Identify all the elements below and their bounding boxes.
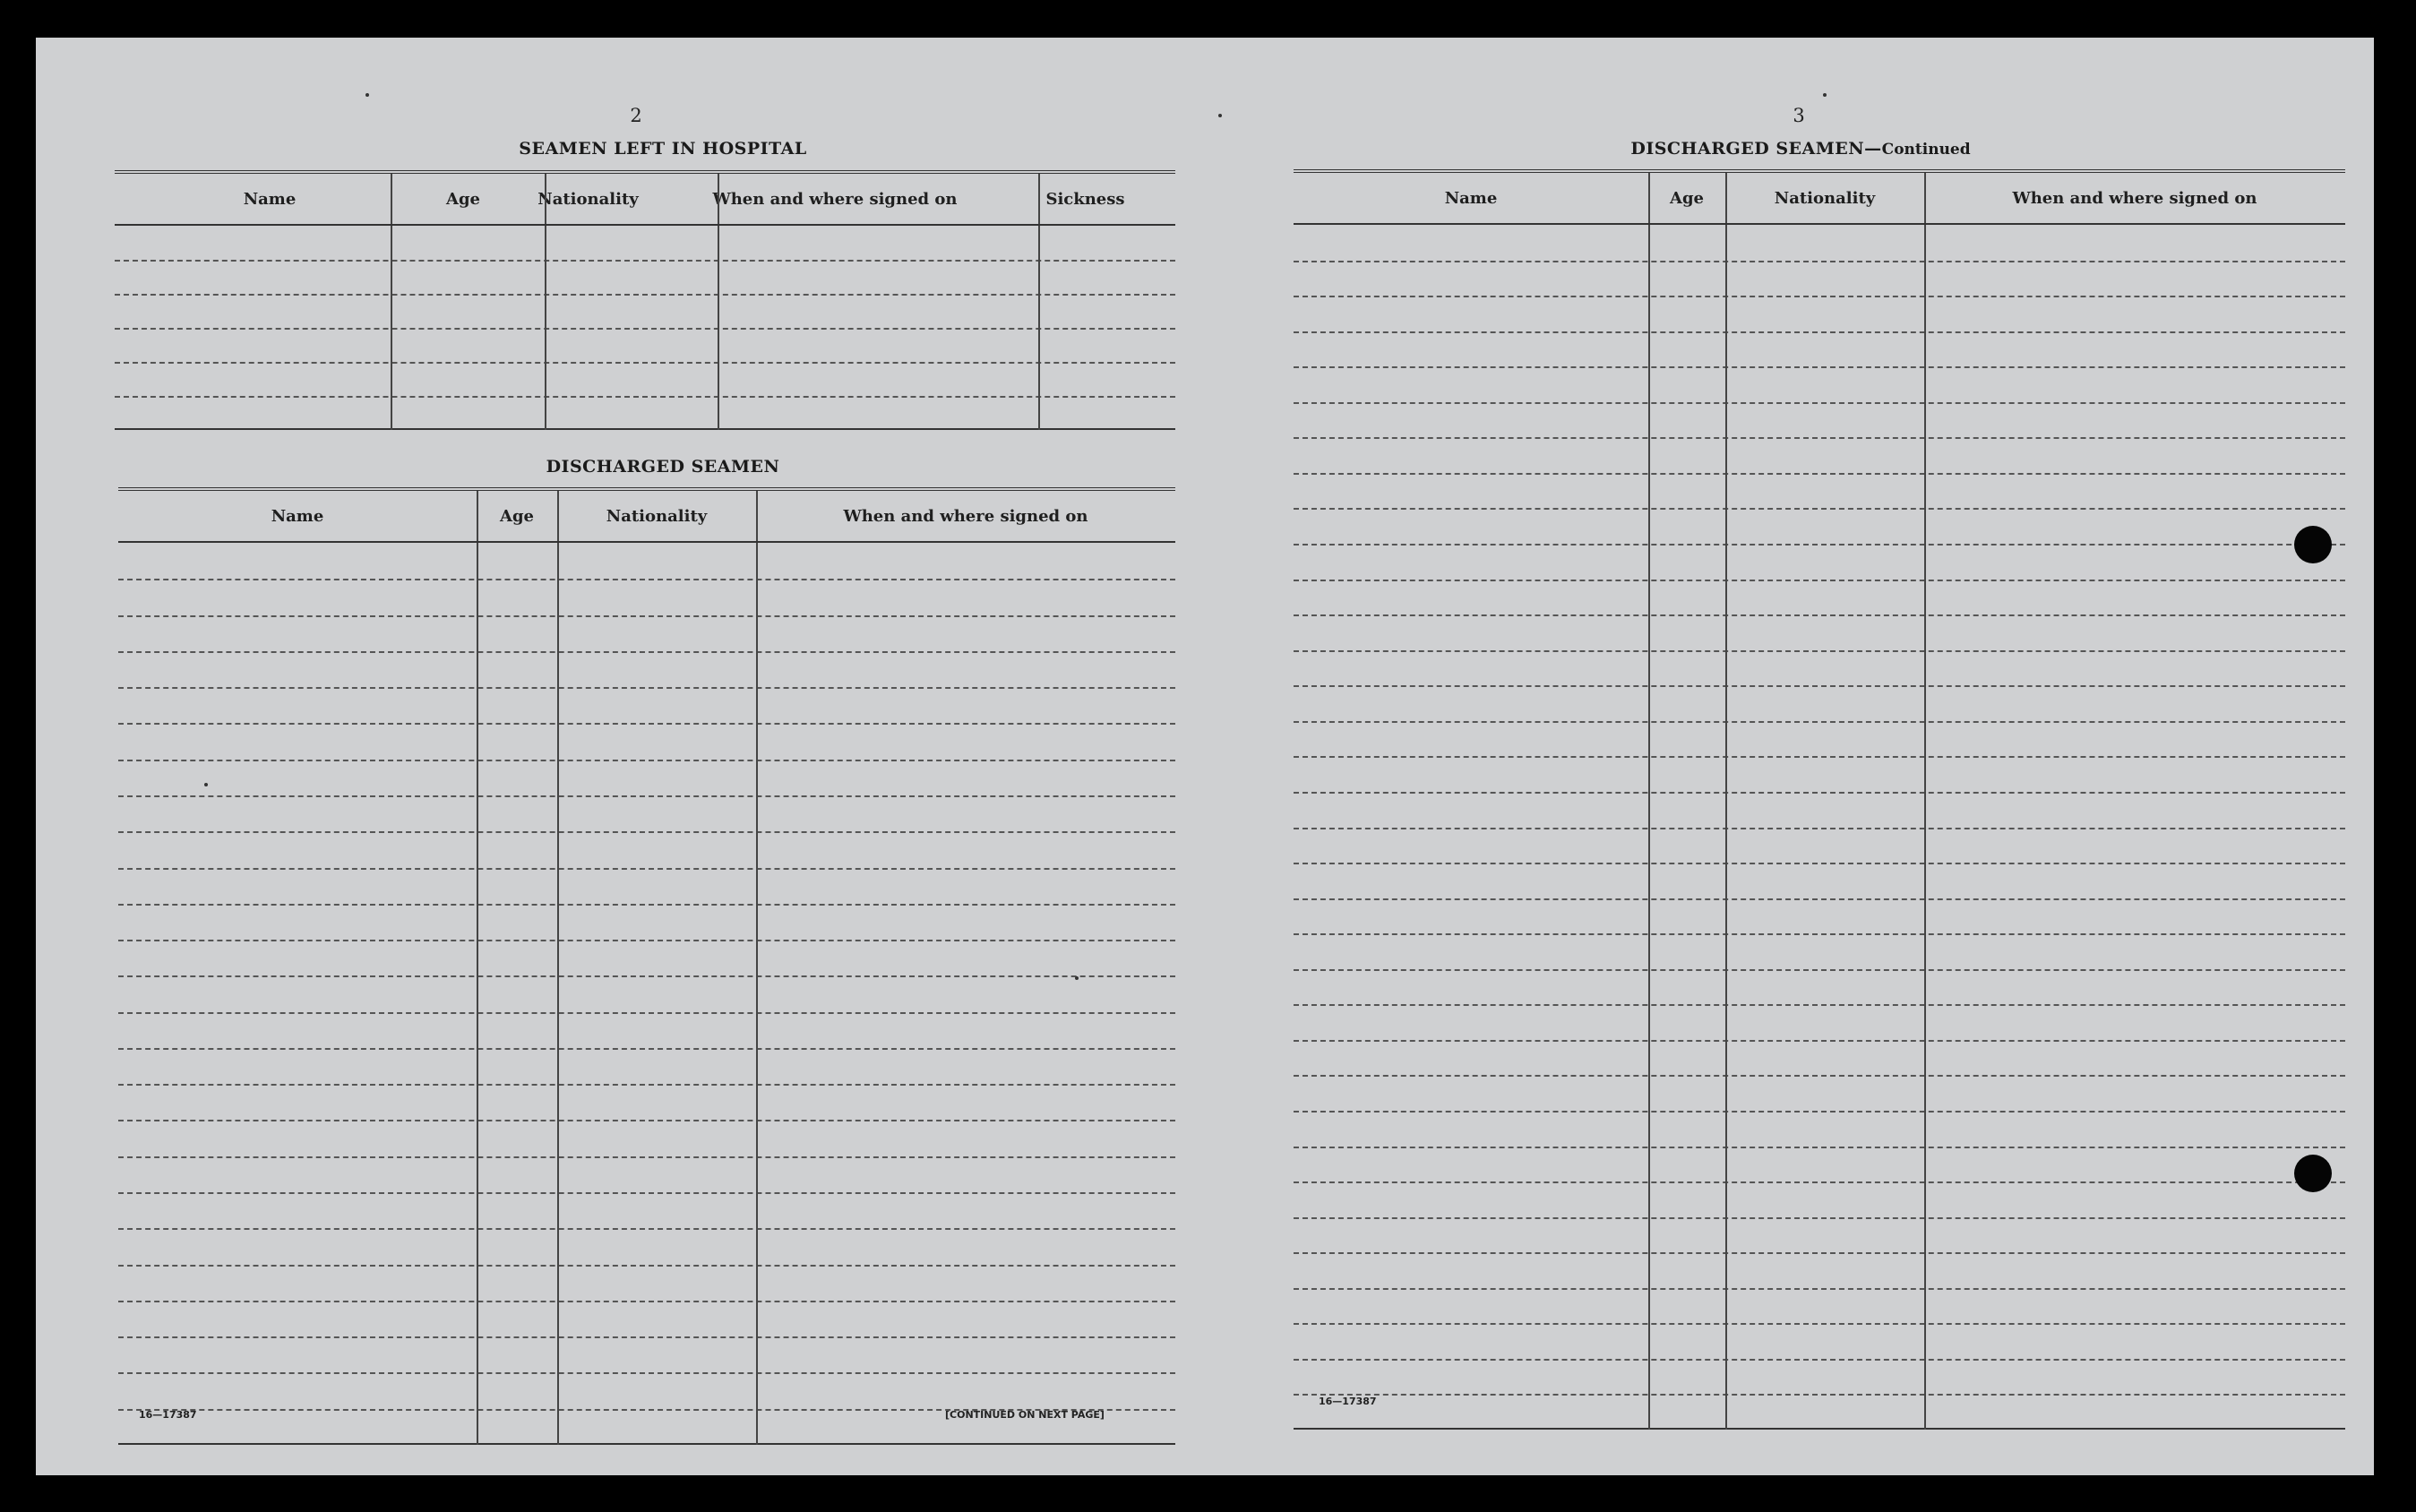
right-form-number: 16—17387 <box>1319 1396 1377 1407</box>
blank-entry-line <box>1294 1004 2345 1006</box>
blank-entry-line <box>115 260 1175 262</box>
blank-entry-line <box>1294 1040 2345 1042</box>
blank-entry-line <box>1294 1147 2345 1148</box>
column-divider <box>1648 173 1650 223</box>
column-divider <box>756 491 758 541</box>
blank-entry-line <box>1294 756 2345 758</box>
discharged-right-col-age: Age <box>1669 188 1704 208</box>
blank-entry-line <box>118 1301 1175 1302</box>
column-divider <box>545 174 546 224</box>
blank-entry-line <box>1294 1359 2345 1361</box>
blank-entry-line <box>115 328 1175 330</box>
discharged-left-col-signed-on: When and where signed on <box>843 506 1088 526</box>
blank-entry-line <box>118 1048 1175 1050</box>
discharged-left-col-nationality: Nationality <box>606 506 708 526</box>
blank-entry-line <box>118 1156 1175 1158</box>
blank-entry-line <box>118 868 1175 870</box>
column-divider <box>756 543 758 1445</box>
discharged-section-title: DISCHARGED SEAMEN <box>546 457 780 477</box>
blank-entry-line <box>118 1084 1175 1086</box>
blank-entry-line <box>1294 437 2345 439</box>
scanned-sheet <box>36 38 2374 1475</box>
blank-entry-line <box>115 294 1175 296</box>
blank-entry-line <box>118 1265 1175 1267</box>
blank-entry-line <box>1294 1075 2345 1077</box>
column-divider <box>557 491 559 541</box>
blank-entry-line <box>118 1192 1175 1194</box>
blank-entry-line <box>1294 685 2345 687</box>
hospital-section-title: SEAMEN LEFT IN HOSPITAL <box>519 139 807 159</box>
scan-speck <box>365 93 369 97</box>
blank-entry-line <box>115 396 1175 398</box>
blank-entry-line <box>1294 828 2345 829</box>
discharged-continued-title-suffix: Continued <box>1881 141 1971 159</box>
blank-entry-line <box>1294 792 2345 794</box>
hospital-col-sickness: Sickness <box>1045 189 1125 209</box>
blank-entry-line <box>118 795 1175 797</box>
right-page-number: 3 <box>1793 105 1805 126</box>
blank-entry-line <box>118 1228 1175 1230</box>
blank-entry-line <box>118 579 1175 580</box>
punch-hole-top <box>2294 526 2332 563</box>
table-bottom-rule <box>118 1443 1175 1445</box>
hospital-col-signed-on: When and where signed on <box>712 189 958 209</box>
blank-entry-line <box>118 651 1175 653</box>
blank-entry-line <box>118 940 1175 941</box>
blank-entry-line <box>1294 721 2345 723</box>
left-form-number: 16—17387 <box>139 1409 197 1421</box>
blank-entry-line <box>1294 473 2345 475</box>
blank-entry-line <box>1294 366 2345 368</box>
blank-entry-line <box>1294 614 2345 616</box>
table-bottom-rule <box>115 428 1175 430</box>
blank-entry-line <box>115 362 1175 364</box>
scan-speck <box>1218 114 1222 117</box>
column-divider <box>1924 173 1926 223</box>
column-divider <box>477 491 478 541</box>
blank-entry-line <box>1294 1394 2345 1396</box>
column-divider <box>477 543 478 1445</box>
table-bottom-rule <box>1294 1428 2345 1430</box>
blank-entry-line <box>118 1120 1175 1121</box>
column-divider <box>391 174 392 224</box>
discharged-left-col-age: Age <box>499 506 534 526</box>
discharged-right-col-name: Name <box>1444 188 1498 208</box>
blank-entry-line <box>1294 544 2345 546</box>
discharged-right-body <box>1294 225 2345 1430</box>
discharged-right-col-signed-on: When and where signed on <box>2012 188 2257 208</box>
hospital-col-name: Name <box>243 189 297 209</box>
scan-speck <box>204 783 208 786</box>
blank-entry-line <box>1294 331 2345 333</box>
blank-entry-line <box>1294 1111 2345 1113</box>
blank-entry-line <box>118 687 1175 689</box>
discharged-table-right <box>1294 169 2345 1430</box>
blank-entry-line <box>1294 650 2345 652</box>
column-divider <box>718 174 719 224</box>
scan-speck <box>1823 93 1827 97</box>
blank-entry-line <box>118 1012 1175 1014</box>
column-divider <box>1648 225 1650 1430</box>
column-divider <box>1038 226 1040 430</box>
blank-entry-line <box>1294 261 2345 262</box>
column-divider <box>1725 225 1727 1430</box>
column-divider <box>1038 174 1040 224</box>
blank-entry-line <box>1294 402 2345 404</box>
punch-hole-bottom <box>2294 1155 2332 1192</box>
column-divider <box>545 226 546 430</box>
blank-entry-line <box>1294 969 2345 971</box>
blank-entry-line <box>118 975 1175 977</box>
blank-entry-line <box>1294 508 2345 510</box>
blank-entry-line <box>1294 898 2345 900</box>
column-divider <box>1924 225 1926 1430</box>
discharged-left-col-name: Name <box>271 506 324 526</box>
hospital-table-header <box>115 174 1175 226</box>
discharged-continued-title <box>1559 139 2042 159</box>
hospital-table-body <box>115 226 1175 430</box>
discharged-continued-title-main: DISCHARGED SEAMEN— <box>1630 139 1882 159</box>
continued-note: [CONTINUED ON NEXT PAGE] <box>945 1409 1105 1421</box>
discharged-left-header <box>118 491 1175 543</box>
blank-entry-line <box>118 760 1175 761</box>
column-divider <box>1725 173 1727 223</box>
blank-entry-line <box>1294 1181 2345 1183</box>
blank-entry-line <box>1294 863 2345 864</box>
column-divider <box>718 226 719 430</box>
discharged-table-left <box>118 487 1175 1445</box>
hospital-col-age: Age <box>445 189 480 209</box>
blank-entry-line <box>1294 1288 2345 1290</box>
blank-entry-line <box>118 723 1175 725</box>
blank-entry-line <box>1294 1217 2345 1219</box>
hospital-col-nationality: Nationality <box>537 189 639 209</box>
blank-entry-line <box>1294 580 2345 581</box>
blank-entry-line <box>118 831 1175 833</box>
blank-entry-line <box>1294 1323 2345 1325</box>
blank-entry-line <box>118 615 1175 617</box>
blank-entry-line <box>118 1372 1175 1374</box>
blank-entry-line <box>118 1336 1175 1338</box>
blank-entry-line <box>1294 933 2345 935</box>
column-divider <box>391 226 392 430</box>
blank-entry-line <box>1294 1252 2345 1254</box>
scan-speck <box>1075 976 1079 980</box>
discharged-left-body <box>118 543 1175 1445</box>
discharged-right-col-nationality: Nationality <box>1774 188 1876 208</box>
column-divider <box>557 543 559 1445</box>
blank-entry-line <box>1294 296 2345 297</box>
blank-entry-line <box>118 904 1175 906</box>
discharged-right-header <box>1294 173 2345 225</box>
left-page-number: 2 <box>630 105 642 126</box>
hospital-table <box>115 170 1175 434</box>
